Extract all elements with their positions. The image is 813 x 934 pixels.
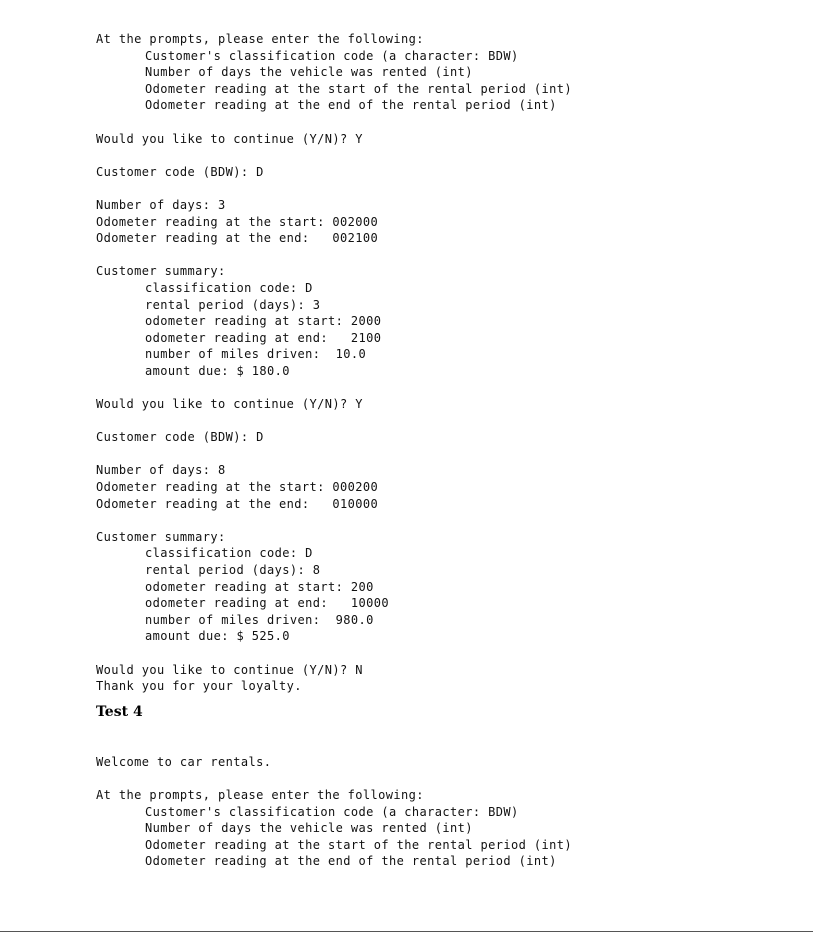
- spacer: [96, 413, 796, 430]
- spacer: [96, 247, 796, 264]
- summary-line: number of miles driven: 980.0: [145, 612, 374, 627]
- summary-line: classification code: D: [145, 280, 313, 295]
- prompt-intro: At the prompts, please enter the following:: [96, 32, 424, 46]
- document-page: [96, 31, 796, 870]
- summary-line: odometer reading at end: 10000: [145, 596, 389, 611]
- prompt-item: Number of days the vehicle was rented (int): [145, 65, 473, 80]
- page-bottom-rule: [0, 931, 813, 932]
- summary-line: odometer reading at start: 200: [145, 579, 374, 594]
- prompt-item: Customer's classification code (a character: BDW): [145, 48, 519, 63]
- summary-line: rental period (days): 3: [145, 297, 321, 312]
- summary-line: number of miles driven: 10.0: [145, 347, 367, 362]
- summary-line: odometer reading at start: 2000: [145, 314, 382, 329]
- spacer: [96, 770, 796, 787]
- prompt-item: Odometer reading at the start of the rental period (int): [145, 81, 572, 96]
- odometer-end-line: Odometer reading at the end: 010000: [96, 496, 379, 511]
- customer-code-line: Customer code (BDW): D: [96, 430, 264, 445]
- summary-line: rental period (days): 8: [145, 563, 321, 577]
- prompt-intro: At the prompts, please enter the following:: [96, 787, 424, 802]
- summary-line: amount due: $ 180.0: [145, 363, 290, 378]
- days-line: Number of days: 8: [96, 463, 226, 478]
- spacer: [96, 724, 796, 754]
- continue-prompt: Would you like to continue (Y/N)? Y: [96, 397, 363, 412]
- prompt-item: Odometer reading at the end of the rental period (int): [145, 854, 557, 869]
- summary-line: classification code: D: [145, 546, 313, 561]
- odometer-end-line: Odometer reading at the end: 002100: [96, 231, 379, 246]
- prompt-item: Odometer reading at the start of the rental period (int): [145, 837, 572, 852]
- spacer: [96, 379, 796, 396]
- spacer: [96, 147, 796, 164]
- summary-title: Customer summary:: [96, 264, 226, 279]
- spacer: [96, 512, 796, 529]
- prompt-item: Odometer reading at the end of the rental period (int): [145, 98, 557, 113]
- odometer-start-line: Odometer reading at the start: 002000: [96, 214, 379, 229]
- summary-title: Customer summary:: [96, 529, 226, 544]
- section-heading: Test 4: [96, 703, 143, 720]
- customer-code-line: Customer code (BDW): D: [96, 164, 264, 179]
- spacer: [96, 446, 796, 463]
- odometer-start-line: Odometer reading at the start: 000200: [96, 480, 379, 495]
- continue-prompt: Would you like to continue (Y/N)? Y: [96, 131, 363, 146]
- continue-prompt: Would you like to continue (Y/N)? N: [96, 662, 363, 677]
- prompt-item: Number of days the vehicle was rented (int): [145, 821, 473, 836]
- prompt-item: Customer's classification code (a character: BDW): [145, 804, 519, 819]
- welcome-line: Welcome to car rentals.: [96, 754, 272, 769]
- days-line: Number of days: 3: [96, 197, 226, 212]
- summary-line: amount due: $ 525.0: [145, 629, 290, 644]
- farewell-line: Thank you for your loyalty.: [96, 679, 302, 694]
- spacer: [96, 180, 796, 197]
- summary-line: odometer reading at end: 2100: [145, 330, 382, 345]
- spacer: [96, 114, 796, 131]
- spacer: [96, 645, 796, 662]
